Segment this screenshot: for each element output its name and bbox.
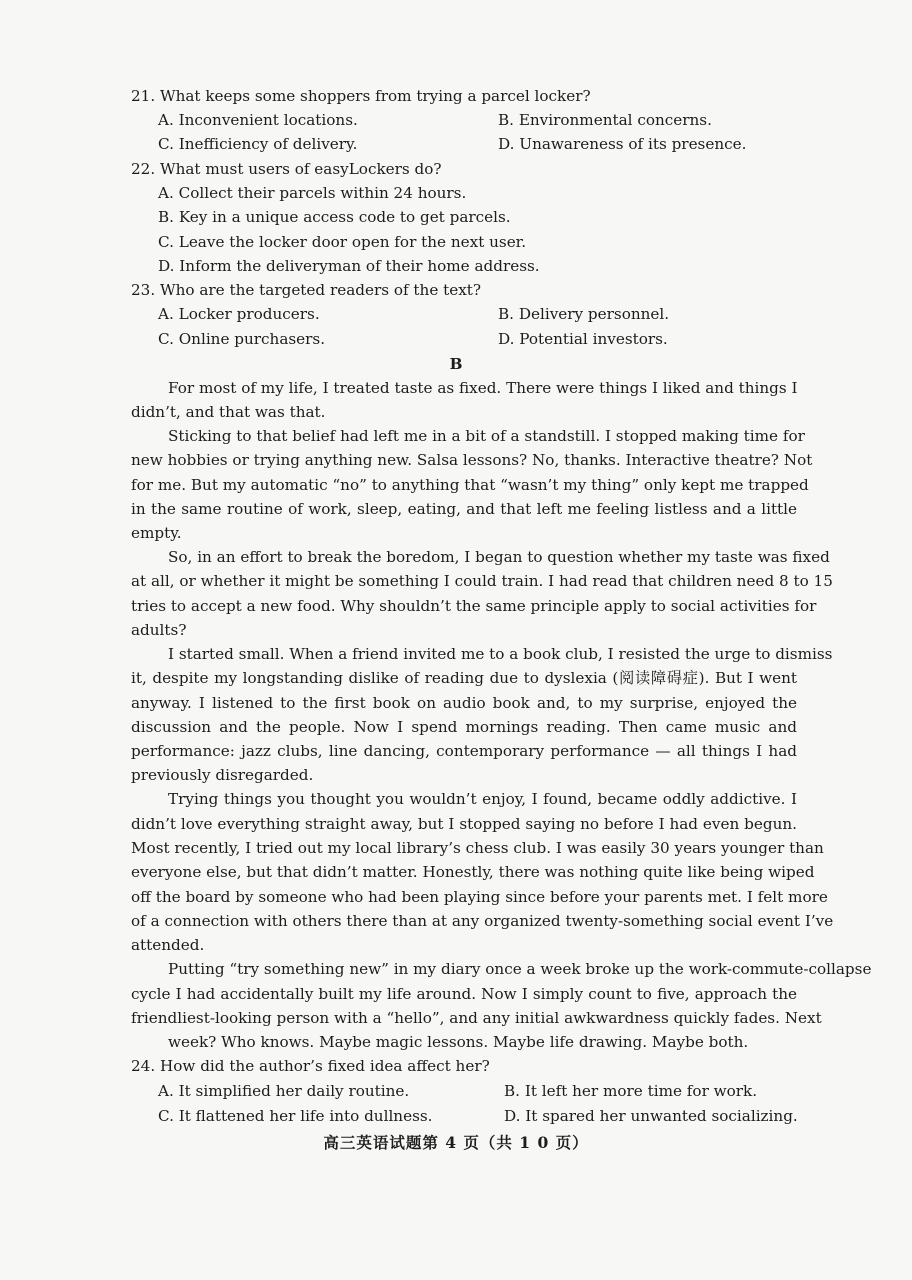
passage-line: new hobbies or trying anything new. Salsa lessons? No, thanks. Interactive theatre? Not (131, 451, 813, 469)
passage-line: So, in an effort to break the boredom, I began to question whether my taste was fixed (168, 548, 830, 566)
passage-line: didn’t, and that was that. (131, 403, 326, 421)
question-21-option-d: D. Unawareness of its presence. (498, 135, 747, 153)
passage-line: adults? (131, 621, 187, 639)
passage-line: Trying things you thought you wouldn’t enjoy, I found, became oddly addictive. I (168, 790, 797, 808)
passage-line: Most recently, I tried out my local library’s chess club. I was easily 30 years younger than (131, 839, 824, 857)
question-22-stem: 22. What must users of easyLockers do? (131, 160, 442, 178)
passage-line: it, despite my longstanding dislike of reading due to dyslexia (阅读障碍症). But I went (131, 669, 797, 687)
passage-line: attended. (131, 936, 205, 954)
question-23-option-c: C. Online purchasers. (158, 330, 326, 348)
question-24-option-a: A. It simplified her daily routine. (158, 1082, 410, 1100)
passage-line: off the board by someone who had been playing since before your parents met. I felt more (131, 888, 828, 906)
passage-line: cycle I had accidentally built my life around. Now I simply count to five, approach the (131, 985, 797, 1003)
passage-line: I started small. When a friend invited me to a book club, I resisted the urge to dismiss (168, 645, 833, 663)
passage-line: week? Who knows. Maybe magic lessons. Maybe life drawing. Maybe both. (168, 1033, 749, 1051)
question-21-option-b: B. Environmental concerns. (498, 111, 712, 129)
passage-line: discussion and the people. Now I spend mornings reading. Then came music and (131, 718, 797, 736)
question-23-option-b: B. Delivery personnel. (498, 305, 670, 323)
passage-line: everyone else, but that didn’t matter. Honestly, there was nothing quite like being wiped (131, 863, 815, 881)
passage-line: tries to accept a new food. Why shouldn’t the same principle apply to social activities for (131, 597, 817, 615)
question-24-option-d: D. It spared her unwanted socializing. (504, 1107, 798, 1125)
question-23-option-a: A. Locker producers. (158, 305, 320, 323)
passage-line: at all, or whether it might be something I could train. I had read that children need 8 to 15 (131, 572, 833, 590)
passage-line: friendliest-looking person with a “hello”, and any initial awkwardness quickly fades. Next (131, 1009, 822, 1027)
passage-line: of a connection with others there than at any organized twenty-something social event I’ve (131, 912, 834, 930)
question-22-option-b: B. Key in a unique access code to get parcels. (158, 208, 511, 226)
passage-line: For most of my life, I treated taste as fixed. There were things I liked and things I (168, 379, 798, 397)
page-footer: 高三英语试题第 4 页（共 1 0 页） (323, 1133, 589, 1152)
passage-line: in the same routine of work, sleep, eating, and that left me feeling listless and a little (131, 500, 797, 518)
passage-line: previously disregarded. (131, 766, 314, 784)
question-22-option-d: D. Inform the deliveryman of their home address. (158, 257, 540, 275)
question-22-option-c: C. Leave the locker door open for the next user. (158, 233, 527, 251)
passage-line: didn’t love everything straight away, but I stopped saying no before I had even begun. (131, 815, 797, 833)
question-22-option-a: A. Collect their parcels within 24 hours. (158, 184, 467, 202)
question-21-stem: 21. What keeps some shoppers from trying a parcel locker? (131, 87, 591, 105)
passage-line: performance: jazz clubs, line dancing, contemporary performance — all things I had (131, 742, 797, 760)
question-21-option-c: C. Inefficiency of delivery. (158, 135, 358, 153)
section-heading: B (449, 355, 463, 373)
passage-line: empty. (131, 524, 182, 542)
passage-line: anyway. I listened to the first book on audio book and, to my surprise, enjoyed the (131, 694, 797, 712)
question-23-option-d: D. Potential investors. (498, 330, 668, 348)
passage-line: Putting “try something new” in my diary once a week broke up the work-commute-collapse (168, 960, 872, 978)
question-21-option-a: A. Inconvenient locations. (158, 111, 358, 129)
question-24-option-c: C. It flattened her life into dullness. (158, 1107, 433, 1125)
passage-line: for me. But my automatic “no” to anything that “wasn’t my thing” only kept me trapped (131, 476, 809, 494)
question-23-stem: 23. Who are the targeted readers of the text? (131, 281, 482, 299)
passage-line: Sticking to that belief had left me in a bit of a standstill. I stopped making time for (168, 427, 805, 445)
question-24-stem: 24. How did the author’s fixed idea affect her? (131, 1057, 490, 1075)
question-24-option-b: B. It left her more time for work. (504, 1082, 758, 1100)
